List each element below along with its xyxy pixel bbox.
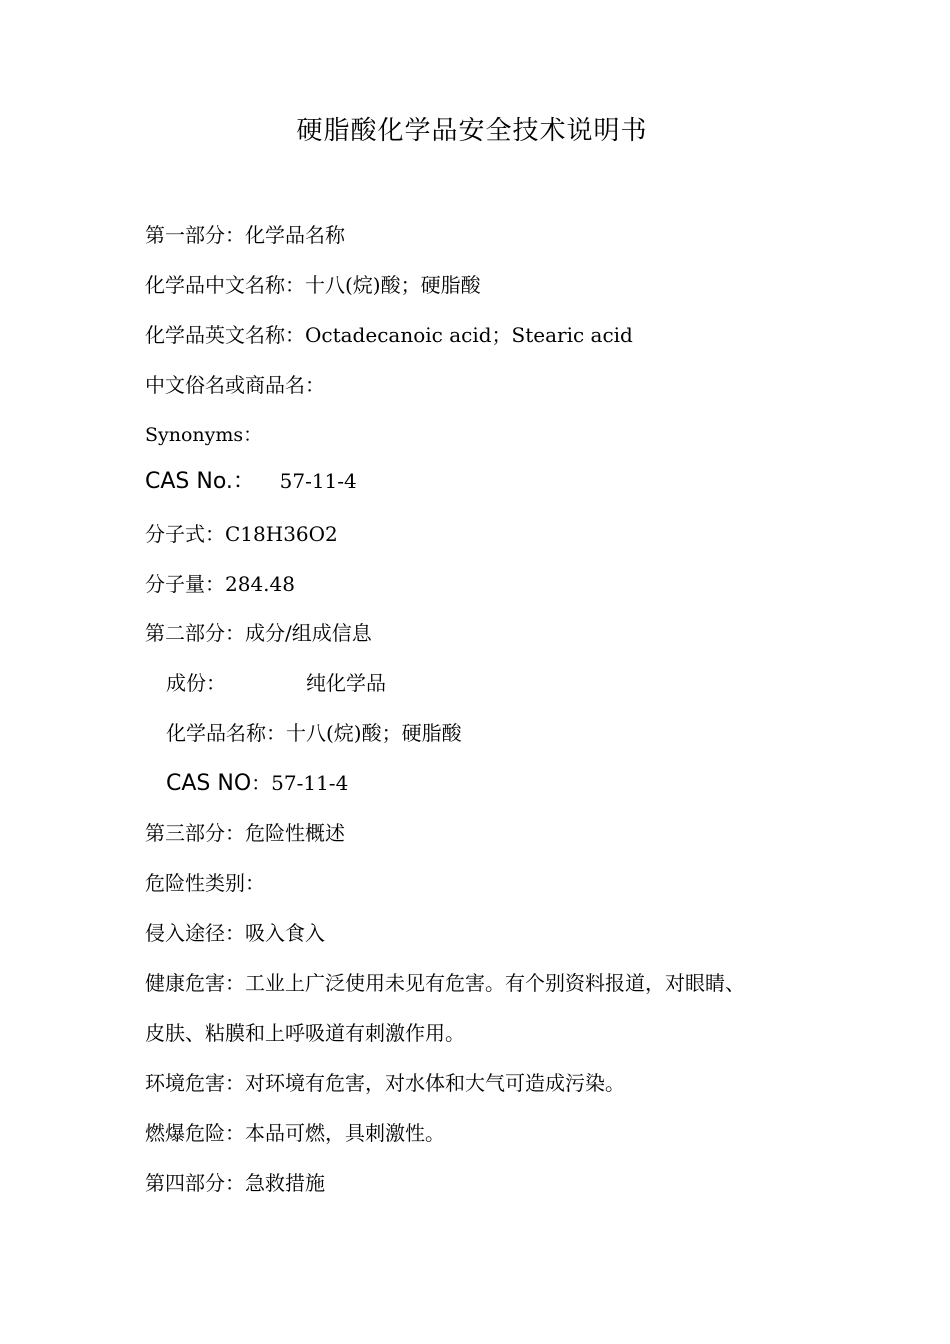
component-label: 成份： (166, 671, 226, 695)
common-name-line: 中文俗名或商品名： (145, 373, 325, 397)
section4-heading: 第四部分：急救措施 (145, 1171, 325, 1195)
fire-hazard-line: 燃爆危险：本品可燃，具刺激性。 (145, 1121, 445, 1145)
component-value: 纯化学品 (306, 671, 386, 695)
environment-hazard-line: 环境危害：对环境有危害，对水体和大气可造成污染。 (145, 1071, 625, 1095)
cas-no-line (166, 768, 348, 799)
formula-line: 分子式：C18H36O2 (145, 522, 338, 546)
synonyms-line: Synonyms： (145, 424, 263, 446)
chinese-name-line: 化学品中文名称：十八(烷)酸；硬脂酸 (145, 273, 481, 297)
section2-heading: 第二部分：成分/组成信息 (145, 621, 372, 645)
cas-no-label: CAS NO (166, 771, 252, 796)
cas-value: 57-11-4 (279, 469, 357, 493)
document-title: 硬脂酸化学品安全技术说明书 (296, 116, 648, 146)
cas-label: CAS No.： (145, 469, 255, 494)
health-hazard-line-1: 健康危害：工业上广泛使用未见有危害。有个别资料报道，对眼睛、 (145, 971, 745, 995)
molecular-weight-line: 分子量：284.48 (145, 572, 295, 596)
cas-no-value: ：57-11-4 (251, 771, 349, 795)
hazard-category-line: 危险性类别： (145, 871, 265, 895)
component-line (166, 668, 386, 698)
section3-heading: 第三部分：危险性概述 (145, 821, 345, 845)
chemical-name-line: 化学品名称：十八(烷)酸；硬脂酸 (166, 721, 462, 745)
cas-number-line (145, 466, 357, 497)
health-hazard-line-2: 皮肤、粘膜和上呼吸道有刺激作用。 (145, 1021, 465, 1045)
entry-route-line: 侵入途径：吸入食入 (145, 921, 325, 945)
english-name-line: 化学品英文名称：Octadecanoic acid；Stearic acid (145, 323, 633, 347)
section1-heading: 第一部分：化学品名称 (145, 223, 345, 247)
